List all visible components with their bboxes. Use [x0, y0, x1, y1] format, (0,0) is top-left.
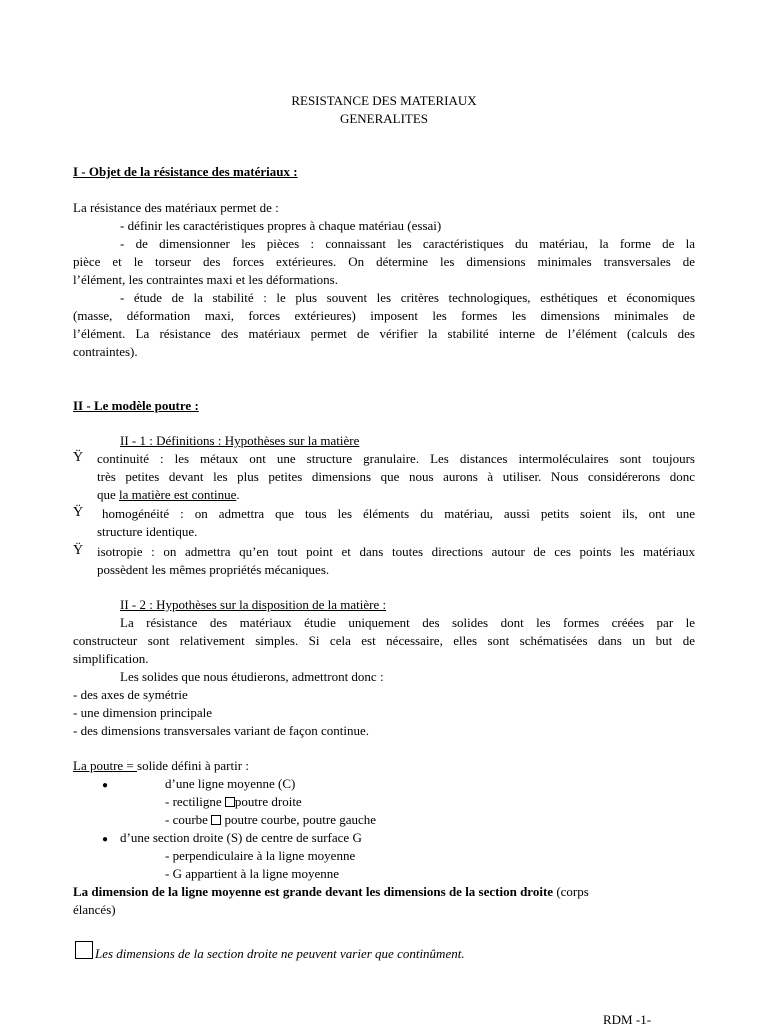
checkbox-square-icon	[225, 797, 235, 807]
bullet-glyph: Ÿ	[73, 450, 84, 465]
subsection-2-2-heading: II - 2 : Hypothèses sur la disposition de la matière :	[120, 597, 387, 612]
bullet-glyph: Ÿ	[73, 505, 84, 520]
text-period: .	[236, 487, 240, 502]
bullet-glyph: Ÿ	[73, 543, 84, 558]
section-2-heading: II - Le modèle poutre :	[73, 398, 199, 413]
poutre-droite-text: poutre droite	[234, 794, 302, 809]
section-droite-item: d’une section droite (S) de centre de surface G	[120, 830, 362, 845]
s1-item-2-line-c: l’élément, les contraintes maxi et les déformations.	[73, 272, 338, 287]
perpendiculaire-item: - perpendiculaire à la ligne moyenne	[165, 848, 356, 863]
s2-para-1-line-a: La résistance des matériaux étudie uniquement des solides dont les formes créées par le	[120, 615, 695, 630]
dash-item-3: - des dimensions transversales variant de façon continue.	[73, 723, 370, 738]
checkbox-square-icon	[211, 815, 221, 825]
section-1-heading: I - Objet de la résistance des matériaux :	[73, 164, 298, 179]
bullet-isotropie-line-b: possèdent les mêmes propriétés mécaniques.	[97, 562, 330, 577]
courbe-item	[165, 811, 376, 829]
s1-item-3-line-b: (masse, déformation maxi, forces extérieures) imposent les formes les dimensions minimales de	[73, 308, 695, 323]
bold-statement-tail: (corps	[553, 884, 589, 899]
s2-para-1-line-b: constructeur sont relativement simples. Si cela est nécessaire, elles sont schématisées dans un but de	[73, 633, 695, 648]
poutre-courbe-text: poutre courbe, poutre gauche	[221, 812, 377, 827]
s2-para-1-line-c: simplification.	[73, 651, 149, 666]
s1-item-3-line-c: l’élément. La résistance des matériaux permet de vérifier la stabilité interne de l’élément (calculs des	[73, 326, 695, 341]
square-box-icon	[75, 941, 93, 959]
bold-statement-line-b: élancés)	[73, 902, 116, 917]
bullet-continuite-line-b: très petites devant les plus petites dimensions que nous aurons à utiliser. Nous considérerons donc	[97, 469, 695, 484]
poutre-rest: solide défini à partir :	[137, 758, 249, 773]
s1-item-1: - définir les caractéristiques propres à chaque matériau (essai)	[120, 218, 442, 233]
bullet-isotropie-line-a: isotropie : on admettra qu’en tout point et dans toutes directions autour de ces points les matériaux	[97, 544, 695, 559]
page-footer: RDM -1-	[603, 1012, 652, 1027]
s2-para-2: Les solides que nous étudierons, admettront donc :	[120, 669, 384, 684]
s1-intro: La résistance des matériaux permet de :	[73, 200, 279, 215]
ligne-moyenne-item: d’une ligne moyenne (C)	[165, 776, 296, 791]
bullet-continuite-line-c	[97, 486, 240, 504]
bullet-dot-icon: ●	[102, 834, 109, 845]
subsection-2-1-heading: II - 1 : Définitions : Hypothèses sur la matière	[120, 433, 360, 448]
bold-statement: La dimension de la ligne moyenne est grande devant les dimensions de la section droite	[73, 884, 554, 899]
bullet-dot-icon: ●	[102, 780, 109, 791]
doc-title-line1: RESISTANCE DES MATERIAUX	[291, 93, 477, 108]
bold-statement-line-a	[73, 883, 589, 901]
italic-note: Les dimensions de la section droite ne peuvent varier que continûment.	[95, 946, 465, 961]
text-que: que	[97, 487, 120, 502]
s1-item-3-line-a: - étude de la stabilité : le plus souvent les critères technologiques, esthétiques et économiques	[120, 290, 695, 305]
poutre-term: La poutre =	[73, 758, 138, 773]
bullet-homogeneite-line-b: structure identique.	[97, 524, 198, 539]
poutre-definition	[73, 757, 249, 775]
courbe-text: - courbe	[165, 812, 212, 827]
bullet-homogeneite-line-a: homogénéité : on admettra que tous les éléments du matériau, aussi petits soient ils, ont une	[102, 506, 695, 521]
rectiligne-item	[165, 793, 302, 811]
s1-item-2-line-b: pièce et le torseur des forces extérieures. On détermine les dimensions minimales transversales de	[73, 254, 695, 269]
rectiligne-text: - rectiligne	[165, 794, 225, 809]
dash-item-1: - des axes de symétrie	[73, 687, 188, 702]
text-matiere-continue: la matière est continue	[119, 487, 237, 502]
dash-item-2: - une dimension principale	[73, 705, 212, 720]
s1-item-3-line-d: contraintes).	[73, 344, 138, 359]
s1-item-2-line-a: - de dimensionner les pièces : connaissant les caractéristiques du matériau, la forme de la	[120, 236, 695, 251]
doc-title-line2: GENERALITES	[339, 111, 429, 126]
g-appartient-item: - G appartient à la ligne moyenne	[165, 866, 339, 881]
bullet-continuite-line-a: continuité : les métaux ont une structure granulaire. Les distances intermoléculaires sont toujours	[97, 451, 695, 466]
